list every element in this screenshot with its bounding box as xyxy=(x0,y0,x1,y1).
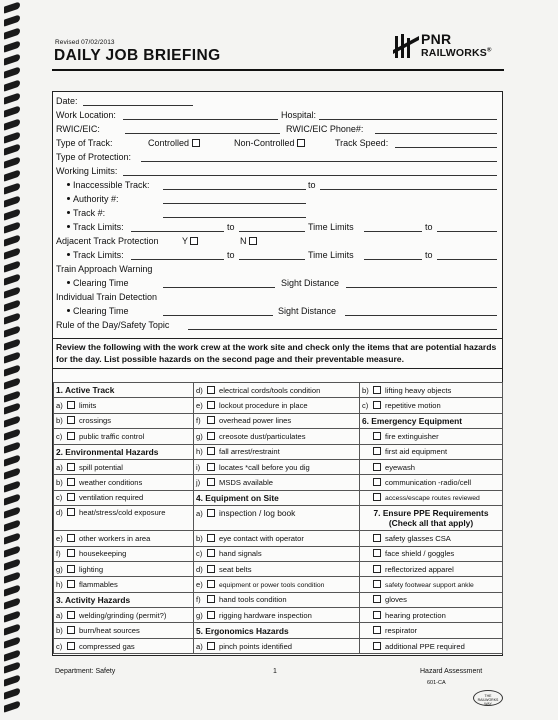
equipment-item-first-aid[interactable]: first aid equipment xyxy=(360,444,503,459)
ppe-item-respirator[interactable]: respirator xyxy=(360,623,503,638)
type-of-protection-label: Type of Protection: xyxy=(56,152,132,162)
hazard-item-pinch-points[interactable]: a) pinch points identified xyxy=(194,638,360,653)
clearing-time-input[interactable] xyxy=(163,287,275,288)
binding-ring xyxy=(4,273,20,285)
binding-ring xyxy=(4,364,20,376)
hazard-item-housekeeping[interactable]: f) housekeeping xyxy=(54,546,194,561)
activity-hazards-heading: 3. Activity Hazards xyxy=(54,592,194,607)
equipment-item-fire[interactable]: fire extinguisher xyxy=(360,429,503,444)
binding-ring xyxy=(4,79,20,91)
spiral-binding xyxy=(2,4,24,716)
binding-ring xyxy=(4,131,20,143)
emergency-equipment-heading: 6. Emergency Equipment xyxy=(360,413,503,428)
ppe-item-footwear[interactable]: safety footwear support ankle xyxy=(360,577,503,592)
hazard-item-fall-arrest[interactable]: h) fall arrest/restraint xyxy=(194,444,360,459)
hazard-item-seat-belts[interactable]: d) seat belts xyxy=(194,561,360,576)
binding-ring xyxy=(4,377,20,389)
hazard-item-repetitive[interactable]: c) repetitive motion xyxy=(360,398,503,413)
adjacent-time-to-label: to xyxy=(425,250,433,260)
binding-ring xyxy=(4,597,20,609)
binding-ring xyxy=(4,468,20,480)
itd-sight-distance-label: Sight Distance xyxy=(278,306,337,316)
binding-ring xyxy=(4,247,20,259)
binding-ring xyxy=(4,351,20,363)
binding-ring xyxy=(4,442,20,454)
hazard-item-heat[interactable]: d) heat/stress/cold exposure xyxy=(54,506,194,531)
type-of-track-label: Type of Track: xyxy=(56,138,113,148)
ppe-item-reflectorized[interactable]: reflectorized apparel xyxy=(360,561,503,576)
hazard-item-msds[interactable]: j) MSDS available xyxy=(194,475,360,490)
controlled-checkbox[interactable] xyxy=(192,139,200,147)
ppe-item-additional[interactable]: additional PPE required xyxy=(360,638,503,653)
adjacent-limits-from-input[interactable] xyxy=(131,259,224,260)
hazard-item-electrical[interactable]: d) electrical cords/tools condition xyxy=(194,383,360,398)
hazard-item-lighting[interactable]: g) lighting xyxy=(54,561,194,576)
hazard-item-hand-tools[interactable]: f) hand tools condition xyxy=(194,592,360,607)
binding-ring xyxy=(4,1,20,13)
footer-doc-code: 601-CA xyxy=(427,680,446,686)
binding-ring xyxy=(4,506,20,518)
adjacent-time-limits-label: Time Limits xyxy=(308,250,354,260)
hazard-item-other-workers[interactable]: e) other workers in area xyxy=(54,531,194,546)
track-limits-to-label: to xyxy=(227,222,235,232)
hazard-item-overhead[interactable]: f) overhead power lines xyxy=(194,413,360,428)
table-row xyxy=(54,429,503,444)
date-input[interactable] xyxy=(83,105,193,106)
hazard-item-inspection[interactable]: a) inspection / log book xyxy=(194,506,360,531)
table-row xyxy=(54,475,503,490)
adjacent-yes-checkbox[interactable] xyxy=(190,237,198,245)
footer-page-number: 1 xyxy=(273,668,277,675)
adjacent-yes-option[interactable]: Y xyxy=(182,236,198,246)
hazard-item-spill[interactable]: a) spill potential xyxy=(54,459,194,474)
itd-clearing-time-input[interactable] xyxy=(163,315,273,316)
binding-ring xyxy=(4,403,20,415)
time-limits-to-label: to xyxy=(425,222,433,232)
binding-ring xyxy=(4,40,20,52)
train-approach-label: Train Approach Warning xyxy=(56,264,153,274)
adjacent-limits-to-input[interactable] xyxy=(239,259,305,260)
hazard-item-locates[interactable]: i) locates *call before you dig xyxy=(194,459,360,474)
time-limits-to-input[interactable] xyxy=(437,231,497,232)
binding-ring xyxy=(4,196,20,208)
header-rule xyxy=(52,69,504,71)
ppe-item-face-shield[interactable]: face shield / goggles xyxy=(360,546,503,561)
hazard-item-rigging[interactable]: g) rigging hardware inspection xyxy=(194,608,360,623)
binding-ring xyxy=(4,429,20,441)
non-controlled-checkbox[interactable] xyxy=(297,139,305,147)
binding-ring xyxy=(4,623,20,635)
ppe-heading: 7. Ensure PPE Requirements (Check all that apply) xyxy=(360,506,503,531)
individual-detection-label: Individual Train Detection xyxy=(56,292,158,302)
hazard-item-lockout[interactable]: e) lockout procedure in place xyxy=(194,398,360,413)
track-number-input[interactable] xyxy=(163,217,306,218)
adjacent-no-checkbox[interactable] xyxy=(249,237,257,245)
controlled-option[interactable]: Controlled xyxy=(148,138,200,148)
binding-ring xyxy=(4,390,20,402)
working-limits-input[interactable] xyxy=(123,175,497,176)
table-row xyxy=(54,623,503,638)
table-row xyxy=(54,592,503,607)
table-row xyxy=(54,444,503,459)
track-limits-label: Track Limits: xyxy=(67,222,124,232)
itd-sight-distance-input[interactable] xyxy=(345,315,497,316)
table-row xyxy=(54,413,503,428)
binding-ring xyxy=(4,649,20,661)
inaccessible-from-input[interactable] xyxy=(163,189,306,190)
environmental-heading: 2. Environmental Hazards xyxy=(54,444,194,459)
binding-ring xyxy=(4,209,20,221)
hazard-item-equipment-tools[interactable]: e) equipment or power tools condition xyxy=(194,577,360,592)
inaccessible-to-input[interactable] xyxy=(320,189,497,190)
table-row xyxy=(54,490,503,505)
track-speed-label: Track Speed: xyxy=(335,138,389,148)
hazard-table xyxy=(53,382,503,654)
hazard-item-ventilation[interactable]: c) ventilation required xyxy=(54,490,194,505)
hazard-item-burn[interactable]: b) burn/heat sources xyxy=(54,623,194,638)
sight-distance-label: Sight Distance xyxy=(281,278,340,288)
track-limits-to-input[interactable] xyxy=(239,231,305,232)
binding-ring xyxy=(4,416,20,428)
binding-ring xyxy=(4,105,20,117)
binding-ring xyxy=(4,610,20,622)
authority-input[interactable] xyxy=(163,203,306,204)
binding-ring xyxy=(4,27,20,39)
equipment-item-eyewash[interactable]: eyewash xyxy=(360,459,503,474)
time-limits-from-input[interactable] xyxy=(364,231,422,232)
clearing-time-label: Clearing Time xyxy=(67,278,129,288)
binding-ring xyxy=(4,66,20,78)
hospital-input[interactable] xyxy=(319,119,497,120)
footer-department: Department: Safety xyxy=(55,668,116,675)
binding-ring xyxy=(4,675,20,687)
rule-of-day-input[interactable] xyxy=(188,329,497,330)
date-label: Date: xyxy=(56,96,78,106)
logo-text-bottom: RAILWORKS® xyxy=(421,47,492,59)
adjacent-time-from-input[interactable] xyxy=(364,259,422,260)
binding-ring xyxy=(4,92,20,104)
binding-ring xyxy=(4,545,20,557)
table-row xyxy=(54,608,503,623)
table-row xyxy=(54,398,503,413)
equipment-item-communication[interactable]: communication -radio/cell xyxy=(360,475,503,490)
adjacent-time-to-input[interactable] xyxy=(437,259,497,260)
table-row xyxy=(54,459,503,474)
ppe-item-gloves[interactable]: gloves xyxy=(360,592,503,607)
ergonomics-heading: 5. Ergonomics Hazards xyxy=(194,623,360,638)
table-row xyxy=(54,561,503,576)
table-row xyxy=(54,546,503,561)
binding-ring xyxy=(4,118,20,130)
binding-ring xyxy=(4,170,20,182)
binding-ring xyxy=(4,455,20,467)
inaccessible-track-label: Inaccessible Track: xyxy=(67,180,150,190)
binding-ring xyxy=(4,260,20,272)
binding-ring xyxy=(4,558,20,570)
authority-label: Authority #: xyxy=(67,194,119,204)
binding-ring xyxy=(4,14,20,26)
work-location-input[interactable] xyxy=(123,119,278,120)
binding-ring xyxy=(4,299,20,311)
briefing-form xyxy=(52,91,503,656)
rwic-eic-input[interactable] xyxy=(125,133,280,134)
hazard-item-crossings[interactable]: b) crossings xyxy=(54,413,194,428)
railworks-mark-icon xyxy=(393,32,421,60)
binding-ring xyxy=(4,571,20,583)
table-row xyxy=(54,531,503,546)
binding-ring xyxy=(4,53,20,65)
type-of-protection-input[interactable] xyxy=(141,161,497,162)
hospital-label: Hospital: xyxy=(281,110,317,120)
ppe-item-glasses[interactable]: safety glasses CSA xyxy=(360,531,503,546)
binding-ring xyxy=(4,532,20,544)
non-controlled-option[interactable]: Non-Controlled xyxy=(234,138,305,148)
table-row xyxy=(54,577,503,592)
page-title: DAILY JOB BRIEFING xyxy=(54,47,221,64)
binding-ring xyxy=(4,222,20,234)
hazard-item-welding[interactable]: a) welding/grinding (permit?) xyxy=(54,608,194,623)
track-limits-from-input[interactable] xyxy=(131,231,224,232)
binding-ring xyxy=(4,481,20,493)
active-track-heading: 1. Active Track xyxy=(54,383,194,398)
sight-distance-input[interactable] xyxy=(346,287,497,288)
rwic-phone-label: RWIC/EIC Phone#: xyxy=(286,124,364,134)
adjacent-track-label: Adjacent Track Protection xyxy=(56,236,159,246)
hazard-item-compressed-gas[interactable]: c) compressed gas xyxy=(54,638,194,653)
hazard-item-weather[interactable]: b) weather conditions xyxy=(54,475,194,490)
adjacent-track-limits-label: Track Limits: xyxy=(67,250,124,260)
equipment-on-site-heading: 4. Equipment on Site xyxy=(194,490,360,505)
binding-ring xyxy=(4,157,20,169)
logo-text-top: PNR xyxy=(421,31,452,47)
track-speed-input[interactable] xyxy=(395,147,497,148)
rwic-eic-label: RWIC/EIC: xyxy=(56,124,100,134)
time-limits-label: Time Limits xyxy=(308,222,354,232)
railworks-seal: THE RAILWORKS WAY xyxy=(473,690,503,706)
table-row xyxy=(54,638,503,653)
binding-ring xyxy=(4,662,20,674)
company-logo xyxy=(393,30,505,64)
hazard-item-limits[interactable]: a) limits xyxy=(54,398,194,413)
binding-ring xyxy=(4,286,20,298)
hazard-item-creosote[interactable]: g) creosote dust/particulates xyxy=(194,429,360,444)
hazard-item-hand-signals[interactable]: c) hand signals xyxy=(194,546,360,561)
hazard-item-eye-contact[interactable]: b) eye contact with operator xyxy=(194,531,360,546)
revised-date: Revised 07/02/2013 xyxy=(55,39,115,46)
work-location-label: Work Location: xyxy=(56,110,116,120)
binding-ring xyxy=(4,312,20,324)
instructions: Review the following with the work crew at the work site and check only the items that are potential hazards for the day. List possible hazards on the second page and their preventable measure. xyxy=(53,338,502,369)
track-number-label: Track #: xyxy=(67,208,105,218)
table-row xyxy=(54,383,503,398)
binding-ring xyxy=(4,636,20,648)
binding-ring xyxy=(4,144,20,156)
binding-ring xyxy=(4,701,20,713)
rule-of-day-label: Rule of the Day/Safety Topic xyxy=(56,320,170,330)
hazard-item-public-traffic[interactable]: c) public traffic control xyxy=(54,429,194,444)
inaccessible-to-label: to xyxy=(308,180,316,190)
binding-ring xyxy=(4,688,20,700)
table-row xyxy=(54,506,503,531)
working-limits-label: Working Limits: xyxy=(56,166,118,176)
adjacent-no-option[interactable]: N xyxy=(240,236,257,246)
binding-ring xyxy=(4,493,20,505)
footer-doc-title: Hazard Assessment xyxy=(420,668,483,675)
equipment-item-access[interactable]: access/escape routes reviewed xyxy=(360,490,503,505)
binding-ring xyxy=(4,338,20,350)
rwic-phone-input[interactable] xyxy=(375,133,497,134)
binding-ring xyxy=(4,325,20,337)
hazard-item-flammables[interactable]: h) flammables xyxy=(54,577,194,592)
itd-clearing-time-label: Clearing Time xyxy=(67,306,129,316)
hazard-item-lifting[interactable]: b) lifting heavy objects xyxy=(360,383,503,398)
binding-ring xyxy=(4,584,20,596)
binding-ring xyxy=(4,183,20,195)
binding-ring xyxy=(4,519,20,531)
adjacent-limits-to-label: to xyxy=(227,250,235,260)
binding-ring xyxy=(4,234,20,246)
ppe-item-hearing[interactable]: hearing protection xyxy=(360,608,503,623)
